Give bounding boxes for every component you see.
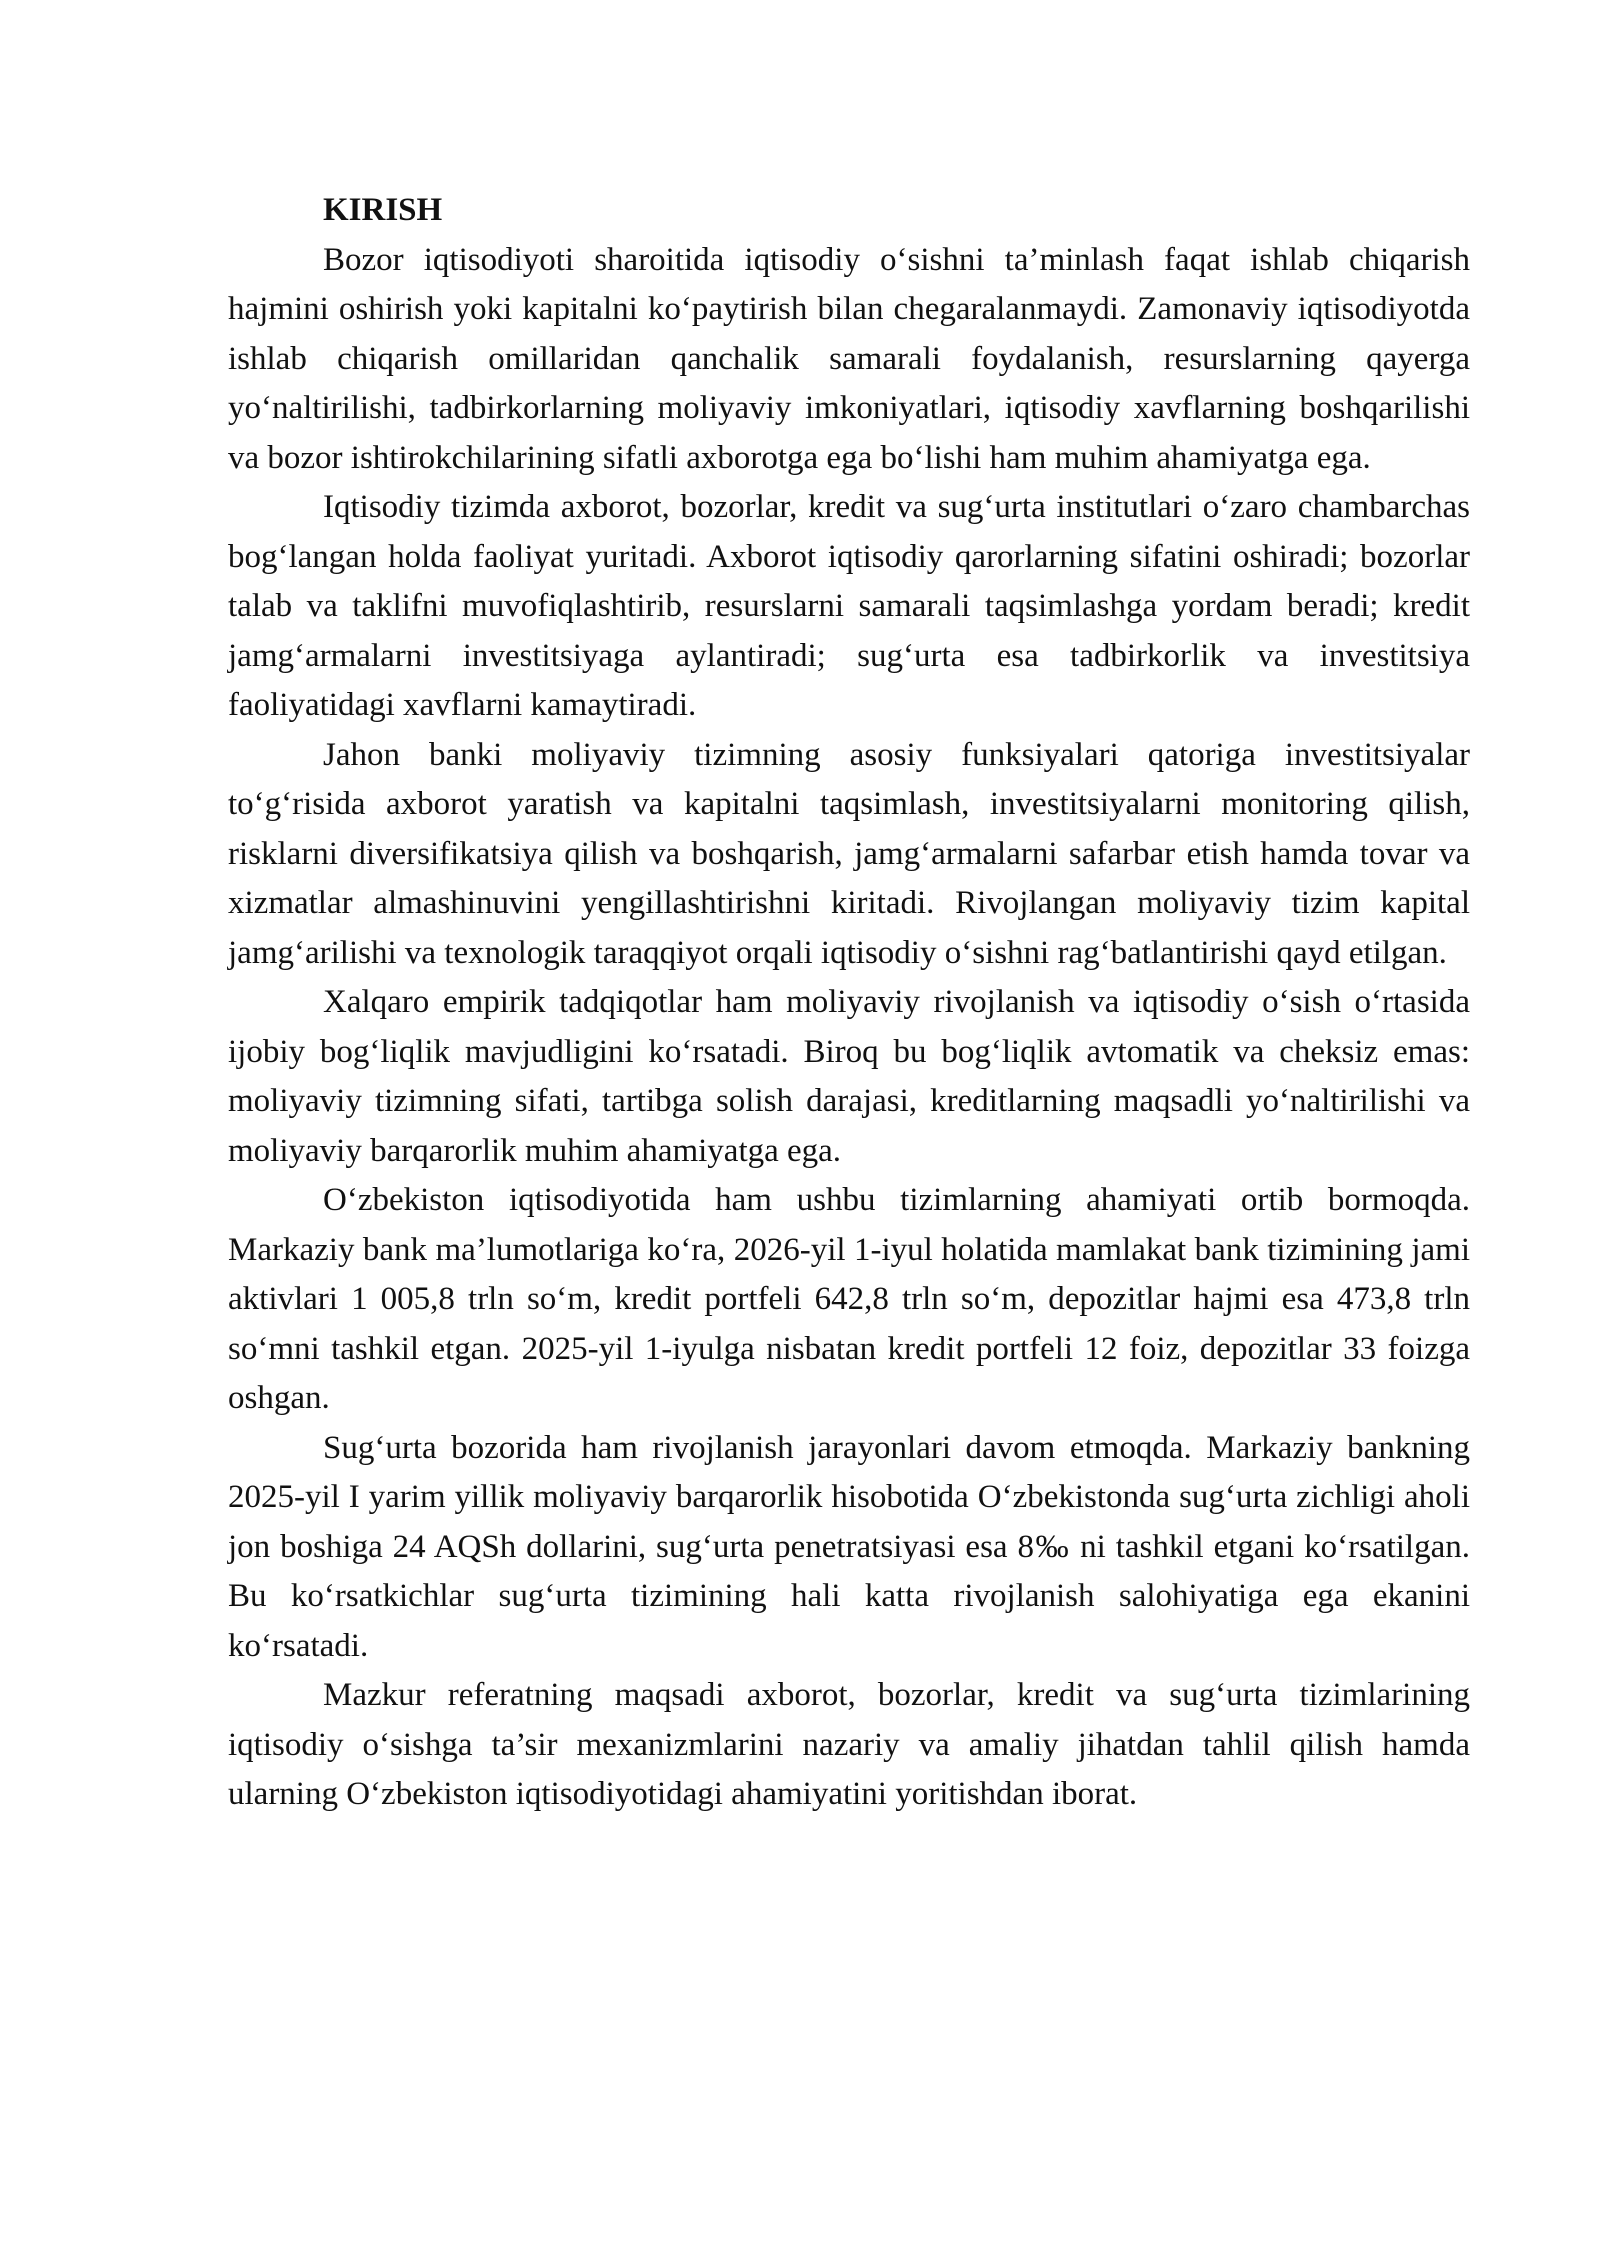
paragraph-1: Bozor iqtisodiyoti sharoitida iqtisodiy o‘sishni ta’minlash faqat ishlab chiqarish hajmini oshirish yoki kapitalni ko‘paytirish bilan chegaralanmaydi. Zamonaviy iqtisodiyotda ishlab chiqarish omillaridan qanchalik samarali foydalanish, resurslarning qayerga yo‘naltirilishi, tadbirkorlarning moliyaviy imkoniyatlari, iqtisodiy xavflarning boshqarilishi va bozor ishtirokchilarining sifatli axborotga ega bo‘lishi ham muhim ahamiyatga ega.: [228, 241, 1470, 476]
paragraph-6: Sug‘urta bozorida ham rivojlanish jarayonlari davom etmoqda. Markaziy bankning 2025-yil I yarim yillik moliyaviy barqarorlik hisobotida O‘zbekistonda sug‘urta zichligi aholi jon boshiga 24 AQSh dollarini, sug‘urta penetratsiyasi esa 8‰ ni tashkil etgani ko‘rsatilgan. Bu ko‘rsatkichlar sug‘urta tizimining hali katta rivojlanish salohiyatiga ega ekanini ko‘rsatadi.: [228, 1429, 1470, 1664]
section-heading: KIRISH: [323, 192, 443, 228]
paragraph-5: O‘zbekiston iqtisodiyotida ham ushbu tizimlarning ahamiyati ortib bormoqda. Markaziy bank ma’lumotlariga ko‘ra, 2026-yil 1-iyul holatida mamlakat bank tizimining jami aktivlari 1 005,8 trln so‘m, kredit portfeli 642,8 trln so‘m, depozitlar hajmi esa 473,8 trln so‘mni tashkil etgan. 2025-yil 1-iyulga nisbatan kredit portfeli 12 foiz, depozitlar 33 foizga oshgan.: [228, 1182, 1470, 1416]
paragraph-7: Mazkur referatning maqsadi axborot, bozorlar, kredit va sug‘urta tizimlarining iqtisodiy o‘sishga ta’sir mexanizmlarini nazariy va amaliy jihatdan tahlil qilish hamda ularning O‘zbekiston iqtisodiyotidagi ahamiyatini yoritishdan iborat.: [228, 1677, 1470, 1812]
document-page: [228, 186, 1470, 1820]
paragraph-4: Xalqaro empirik tadqiqotlar ham moliyaviy rivojlanish va iqtisodiy o‘sish o‘rtasida ijobiy bog‘liqlik mavjudligini ko‘rsatadi. Biroq bu bog‘liqlik avtomatik va cheksiz emas: moliyaviy tizimning sifati, tartibga solish darajasi, kreditlarning maqsadli yo‘naltirilishi va moliyaviy barqarorlik muhim ahamiyatga ega.: [228, 984, 1470, 1169]
paragraph-3: Jahon banki moliyaviy tizimning asosiy funksiyalari qatoriga investitsiyalar to‘g‘risida axborot yaratish va kapitalni taqsimlash, investitsiyalarni monitoring qilish, risklarni diversifikatsiya qilish va boshqarish, jamg‘armalarni safarbar etish hamda tovar va xizmatlar almashinuvini yengillashtirishni kiritadi. Rivojlangan moliyaviy tizim kapital jamg‘arilishi va texnologik taraqqiyot orqali iqtisodiy o‘sishni rag‘batlantirishi qayd etilgan.: [228, 736, 1470, 971]
paragraph-2: Iqtisodiy tizimda axborot, bozorlar, kredit va sug‘urta institutlari o‘zaro chambarchas bog‘langan holda faoliyat yuritadi. Axborot iqtisodiy qarorlarning sifatini oshiradi; bozorlar talab va taklifni muvofiqlashtirib, resurslarni samarali taqsimlashga yordam beradi; kredit jamg‘armalarni investitsiyaga aylantiradi; sug‘urta esa tadbirkorlik va investitsiya faoliyatidagi xavflarni kamaytiradi.: [228, 489, 1470, 723]
